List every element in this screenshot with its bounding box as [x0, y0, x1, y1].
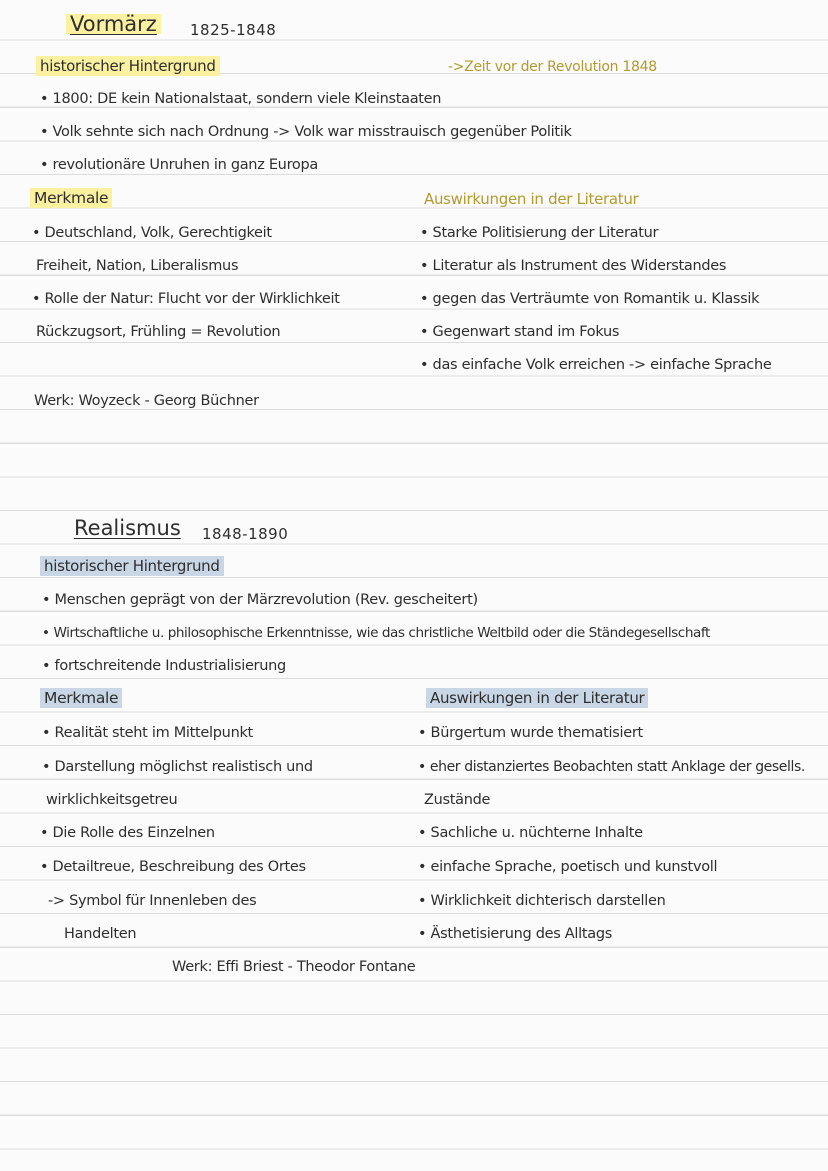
- auswirkungen-line: • einfache Sprache, poetisch und kunstvoll: [418, 859, 718, 875]
- merkmale-line: Handelten: [64, 926, 137, 942]
- merkmale-heading: Merkmale: [30, 188, 112, 208]
- auswirkungen-line: • Wirklichkeit dichterisch darstellen: [418, 893, 666, 909]
- historischer-hintergrund-heading: historischer Hintergrund: [40, 556, 224, 576]
- auswirkungen-line: • Sachliche u. nüchterne Inhalte: [418, 825, 643, 841]
- side-note: ->Zeit vor der Revolution 1848: [448, 59, 657, 75]
- werk-line: Werk: Effi Briest - Theodor Fontane: [172, 959, 416, 975]
- list-item: • Volk sehnte sich nach Ordnung -> Volk war misstrauisch gegenüber Politik: [40, 124, 572, 140]
- werk-line: Werk: Woyzeck - Georg Büchner: [34, 393, 259, 409]
- merkmale-line: Rückzugsort, Frühling = Revolution: [36, 324, 281, 340]
- list-item: • fortschreitende Industrialisierung: [42, 658, 286, 674]
- auswirkungen-line: • Literatur als Instrument des Widerstandes: [420, 258, 727, 274]
- section-title: Vormärz: [66, 14, 161, 34]
- merkmale-heading: Merkmale: [40, 688, 122, 708]
- auswirkungen-line: Zustände: [424, 792, 491, 808]
- list-item: • Menschen geprägt von der Märzrevolution (Rev. gescheitert): [42, 592, 478, 608]
- auswirkungen-line: • Ästhetisierung des Alltags: [418, 926, 612, 942]
- merkmale-line: • Detailtreue, Beschreibung des Ortes: [40, 859, 306, 875]
- auswirkungen-line: • Gegenwart stand im Fokus: [420, 324, 620, 340]
- auswirkungen-line: • gegen das Verträumte von Romantik u. Klassik: [420, 291, 760, 307]
- merkmale-line: • Rolle der Natur: Flucht vor der Wirklichkeit: [32, 291, 340, 307]
- section-years: 1848-1890: [202, 525, 289, 543]
- merkmale-line: • Realität steht im Mittelpunkt: [42, 725, 253, 741]
- merkmale-line: Freiheit, Nation, Liberalismus: [36, 258, 239, 274]
- list-item: • revolutionäre Unruhen in ganz Europa: [40, 157, 318, 173]
- auswirkungen-line: • das einfache Volk erreichen -> einfache Sprache: [420, 357, 772, 373]
- merkmale-line: • Die Rolle des Einzelnen: [40, 825, 215, 841]
- auswirkungen-line: • Starke Politisierung der Literatur: [420, 225, 659, 241]
- list-item: • 1800: DE kein Nationalstaat, sondern viele Kleinstaaten: [40, 91, 442, 107]
- section-years: 1825-1848: [190, 21, 277, 39]
- merkmale-line: wirklichkeitsgetreu: [46, 792, 178, 808]
- section-title: Realismus: [74, 516, 181, 540]
- auswirkungen-line: • Bürgertum wurde thematisiert: [418, 725, 643, 741]
- auswirkungen-line: • eher distanziertes Beobachten statt Anklage der gesells.: [418, 759, 805, 775]
- auswirkungen-heading: Auswirkungen in der Literatur: [426, 688, 648, 708]
- auswirkungen-heading: Auswirkungen in der Literatur: [424, 190, 639, 208]
- merkmale-line: • Darstellung möglichst realistisch und: [42, 759, 313, 775]
- merkmale-line: -> Symbol für Innenleben des: [48, 893, 257, 909]
- merkmale-line: • Deutschland, Volk, Gerechtigkeit: [32, 225, 272, 241]
- historischer-hintergrund-heading: historischer Hintergrund: [36, 56, 220, 76]
- list-item: • Wirtschaftliche u. philosophische Erkenntnisse, wie das christliche Weltbild oder die Ständegesellschaft: [42, 625, 710, 641]
